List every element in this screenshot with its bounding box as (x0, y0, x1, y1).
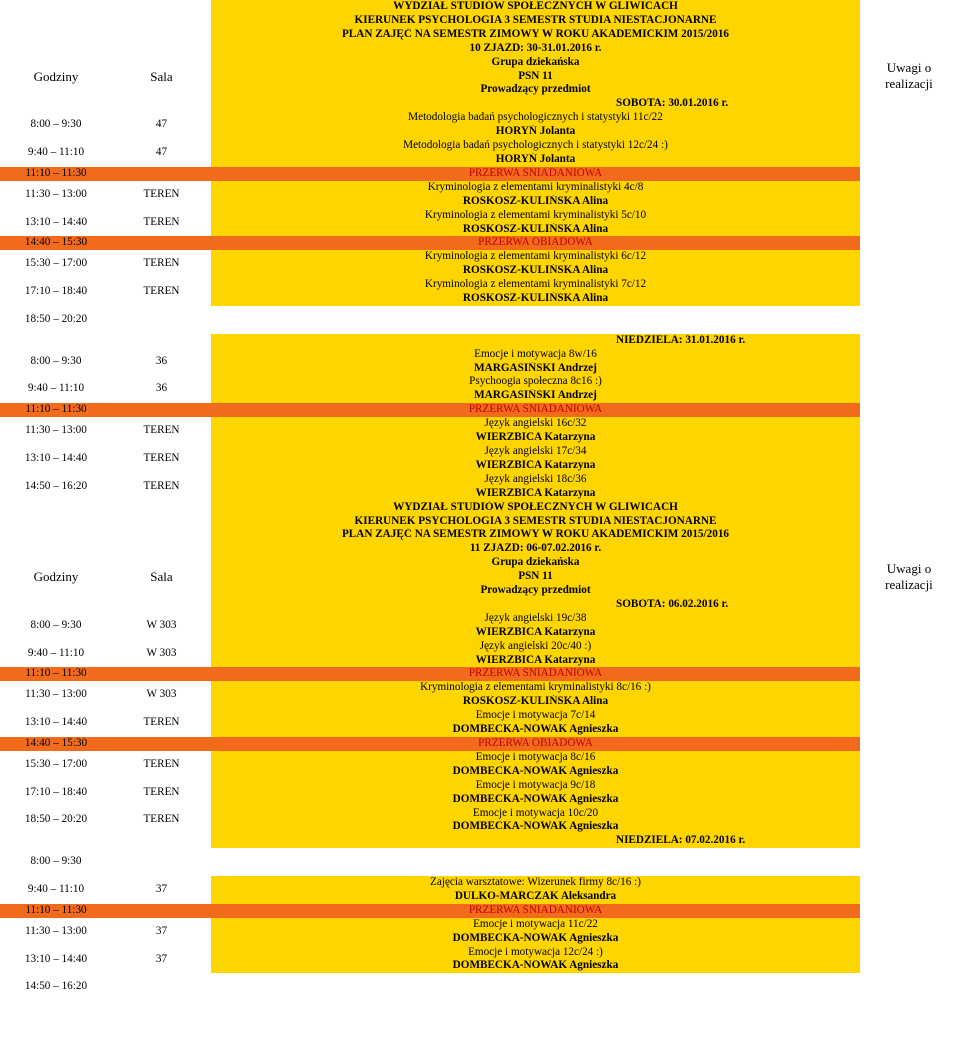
lecturer-cell: DOMBECKA-NOWAK Agnieszka (211, 765, 860, 779)
group-name: PSN 11 (211, 570, 860, 584)
time-cell: 14:50 – 16:20 (24, 479, 88, 492)
time-cell: 17:10 – 18:40 (24, 285, 88, 298)
course-cell: Emocje i motywacja 7c/14 (211, 709, 860, 723)
break-time: 11:10 – 11:30 (0, 667, 112, 681)
time-cell: 18:50 – 20:20 (24, 312, 88, 325)
course-cell: Zajęcia warsztatowe: Wizerunek firmy 8c/16 :) (211, 876, 860, 890)
time-cell: 14:50 – 16:20 (24, 980, 88, 993)
course-cell: Kryminologia z elementami kryminalistyki 4c/8 (211, 181, 860, 195)
course-cell: Język angielski 18c/36 (211, 473, 860, 487)
time-cell: 13:10 – 14:40 (24, 451, 88, 464)
room-cell: W 303 (146, 688, 177, 701)
room-cell: TEREN (143, 716, 180, 729)
room-cell: TEREN (143, 215, 180, 228)
lecturer-cell: ROSKOSZ-KULIŃSKA Alina (211, 223, 860, 237)
course-cell: Język angielski 16c/32 (211, 417, 860, 431)
time-cell: 18:50 – 20:20 (24, 813, 88, 826)
break-label: PRZERWA ŚNIADANIOWA (211, 904, 860, 918)
lecturer-cell: WIERZBICA Katarzyna (211, 626, 860, 640)
room-cell: W 303 (146, 618, 177, 631)
course-cell: Emocje i motywacja 8w/16 (211, 348, 860, 362)
lecturer-cell: HORYŃ Jolanta (211, 153, 860, 167)
break-label: PRZERWA ŚNIADANIOWA (211, 667, 860, 681)
lecturer-cell: WIERZBICA Katarzyna (211, 459, 860, 473)
lecturer-label: Prowadzący przedmiot (211, 83, 860, 97)
plan-title: PLAN ZAJĘĆ NA SEMESTR ZIMOWY W ROKU AKADEMICKIM 2015/2016 (211, 528, 860, 542)
lecturer-cell: WIERZBICA Katarzyna (211, 654, 860, 668)
lecturer-cell: MARGASIŃSKI Andrzej (211, 389, 860, 403)
lecturer-cell: DOMBECKA-NOWAK Agnieszka (211, 932, 860, 946)
course-cell: Metodologia badań psychologicznych i statystyki 11c/22 (211, 111, 860, 125)
course-cell: Kryminologia z elementami kryminalistyki 6c/12 (211, 250, 860, 264)
break-label: PRZERWA OBIADOWA (211, 236, 860, 250)
break-label: PRZERWA ŚNIADANIOWA (211, 403, 860, 417)
time-cell: 15:30 – 17:00 (24, 257, 88, 270)
room-cell: TEREN (143, 257, 180, 270)
session-title: 10 ZJAZD: 30-31.01.2016 r. (211, 42, 860, 56)
plan-title: PLAN ZAJĘĆ NA SEMESTR ZIMOWY W ROKU AKADEMICKIM 2015/2016 (211, 28, 860, 42)
lecturer-cell: DOMBECKA-NOWAK Agnieszka (211, 959, 860, 973)
time-cell: 17:10 – 18:40 (24, 785, 88, 798)
day-header: NIEDZIELA: 31.01.2016 r. (211, 334, 860, 348)
lecturer-cell: HORYŃ Jolanta (211, 125, 860, 139)
day-header: SOBOTA: 06.02.2016 r. (211, 598, 860, 612)
break-time: 14:40 – 15:30 (0, 737, 112, 751)
room-cell: 36 (155, 354, 168, 367)
room-cell: 36 (155, 382, 168, 395)
time-cell: 11:30 – 13:00 (25, 688, 87, 701)
room-cell: 37 (155, 924, 168, 937)
day-header: NIEDZIELA: 07.02.2016 r. (211, 834, 860, 848)
time-cell: 13:10 – 14:40 (24, 716, 88, 729)
lecturer-cell: DOMBECKA-NOWAK Agnieszka (211, 820, 860, 834)
group-label: Grupa dziekańska (211, 556, 860, 570)
time-cell: 13:10 – 14:40 (24, 215, 88, 228)
room-cell: W 303 (146, 646, 177, 659)
course-cell: Język angielski 20c/40 :) (211, 640, 860, 654)
course-cell: Kryminologia z elementami kryminalistyki 7c/12 (211, 278, 860, 292)
time-cell: 8:00 – 9:30 (30, 618, 82, 631)
time-cell: 9:40 – 11:10 (27, 146, 85, 159)
time-cell: 13:10 – 14:40 (24, 952, 88, 965)
room-cell: TEREN (143, 785, 180, 798)
course-cell: Metodologia badań psychologicznych i statystyki 12c/24 :) (211, 139, 860, 153)
lecturer-cell: ROSKOSZ-KULIŃSKA Alina (211, 695, 860, 709)
time-cell: 8:00 – 9:30 (30, 354, 82, 367)
course-cell: Język angielski 17c/34 (211, 445, 860, 459)
day-header: SOBOTA: 30.01.2016 r. (211, 97, 860, 111)
room-header: Sala (150, 68, 173, 84)
course-cell: Język angielski 19c/38 (211, 612, 860, 626)
room-cell: 47 (155, 146, 168, 159)
lecturer-cell: MARGASIŃSKI Andrzej (211, 362, 860, 376)
room-cell: TEREN (143, 285, 180, 298)
room-cell: TEREN (143, 451, 180, 464)
time-cell: 9:40 – 11:10 (27, 382, 85, 395)
break-time: 11:10 – 11:30 (0, 904, 112, 918)
room-cell: TEREN (143, 424, 180, 437)
room-cell: TEREN (143, 757, 180, 770)
session-title: 11 ZJAZD: 06-07.02.2016 r. (211, 542, 860, 556)
group-name: PSN 11 (211, 70, 860, 84)
time-cell: 11:30 – 13:00 (25, 187, 87, 200)
course-cell: Emocje i motywacja 10c/20 (211, 807, 860, 821)
break-label: PRZERWA OBIADOWA (211, 737, 860, 751)
lecturer-label: Prowadzący przedmiot (211, 584, 860, 598)
room-cell: TEREN (143, 813, 180, 826)
lecturer-cell: DOMBECKA-NOWAK Agnieszka (211, 723, 860, 737)
lecturer-cell: DULKO-MARCZAK Aleksandra (211, 890, 860, 904)
room-cell: 47 (155, 118, 168, 131)
group-label: Grupa dziekańska (211, 56, 860, 70)
room-header: Sala (150, 569, 173, 585)
time-cell: 11:30 – 13:00 (25, 924, 87, 937)
time-cell: 9:40 – 11:10 (27, 646, 85, 659)
break-time: 14:40 – 15:30 (0, 236, 112, 250)
course-cell: Kryminologia z elementami kryminalistyki 5c/10 (211, 209, 860, 223)
time-cell: 8:00 – 9:30 (30, 118, 82, 131)
lecturer-cell: ROSKOSZ-KULIŃSKA Alina (211, 195, 860, 209)
course-cell: Emocje i motywacja 11c/22 (211, 918, 860, 932)
time-cell: 9:40 – 11:10 (27, 882, 85, 895)
room-cell: 37 (155, 882, 168, 895)
course-cell: Emocje i motywacja 8c/16 (211, 751, 860, 765)
room-cell: TEREN (143, 479, 180, 492)
hours-header: Godziny (33, 569, 79, 585)
lecturer-cell: WIERZBICA Katarzyna (211, 487, 860, 501)
notes-header: Uwagi o realizacji (885, 561, 933, 593)
course-cell: Emocje i motywacja 12c/24 :) (211, 946, 860, 960)
program-title: KIERUNEK PSYCHOLOGIA 3 SEMESTR STUDIA NIESTACJONARNE (211, 515, 860, 529)
break-label: PRZERWA ŚNIADANIOWA (211, 167, 860, 181)
room-cell: 37 (155, 952, 168, 965)
room-cell: TEREN (143, 187, 180, 200)
break-time: 11:10 – 11:30 (0, 167, 112, 181)
faculty-title: WYDZIAŁ STUDIÓW SPOŁECZNYCH W GLIWICACH (211, 501, 860, 515)
lecturer-cell: DOMBECKA-NOWAK Agnieszka (211, 793, 860, 807)
hours-header: Godziny (33, 68, 79, 84)
lecturer-cell: WIERZBICA Katarzyna (211, 431, 860, 445)
time-cell: 11:30 – 13:00 (25, 424, 87, 437)
course-cell: Emocje i motywacja 9c/18 (211, 779, 860, 793)
notes-header: Uwagi o realizacji (885, 60, 933, 92)
time-cell: 8:00 – 9:30 (30, 855, 82, 868)
faculty-title: WYDZIAŁ STUDIÓW SPOŁECZNYCH W GLIWICACH (211, 0, 860, 14)
program-title: KIERUNEK PSYCHOLOGIA 3 SEMESTR STUDIA NIESTACJONARNE (211, 14, 860, 28)
time-cell: 15:30 – 17:00 (24, 757, 88, 770)
break-time: 11:10 – 11:30 (0, 403, 112, 417)
lecturer-cell: ROSKOSZ-KULIŃSKA Alina (211, 264, 860, 278)
course-cell: Psychoogia społeczna 8c16 :) (211, 375, 860, 389)
course-cell: Kryminologia z elementami kryminalistyki 8c/16 :) (211, 681, 860, 695)
lecturer-cell: ROSKOSZ-KULIŃSKA Alina (211, 292, 860, 306)
